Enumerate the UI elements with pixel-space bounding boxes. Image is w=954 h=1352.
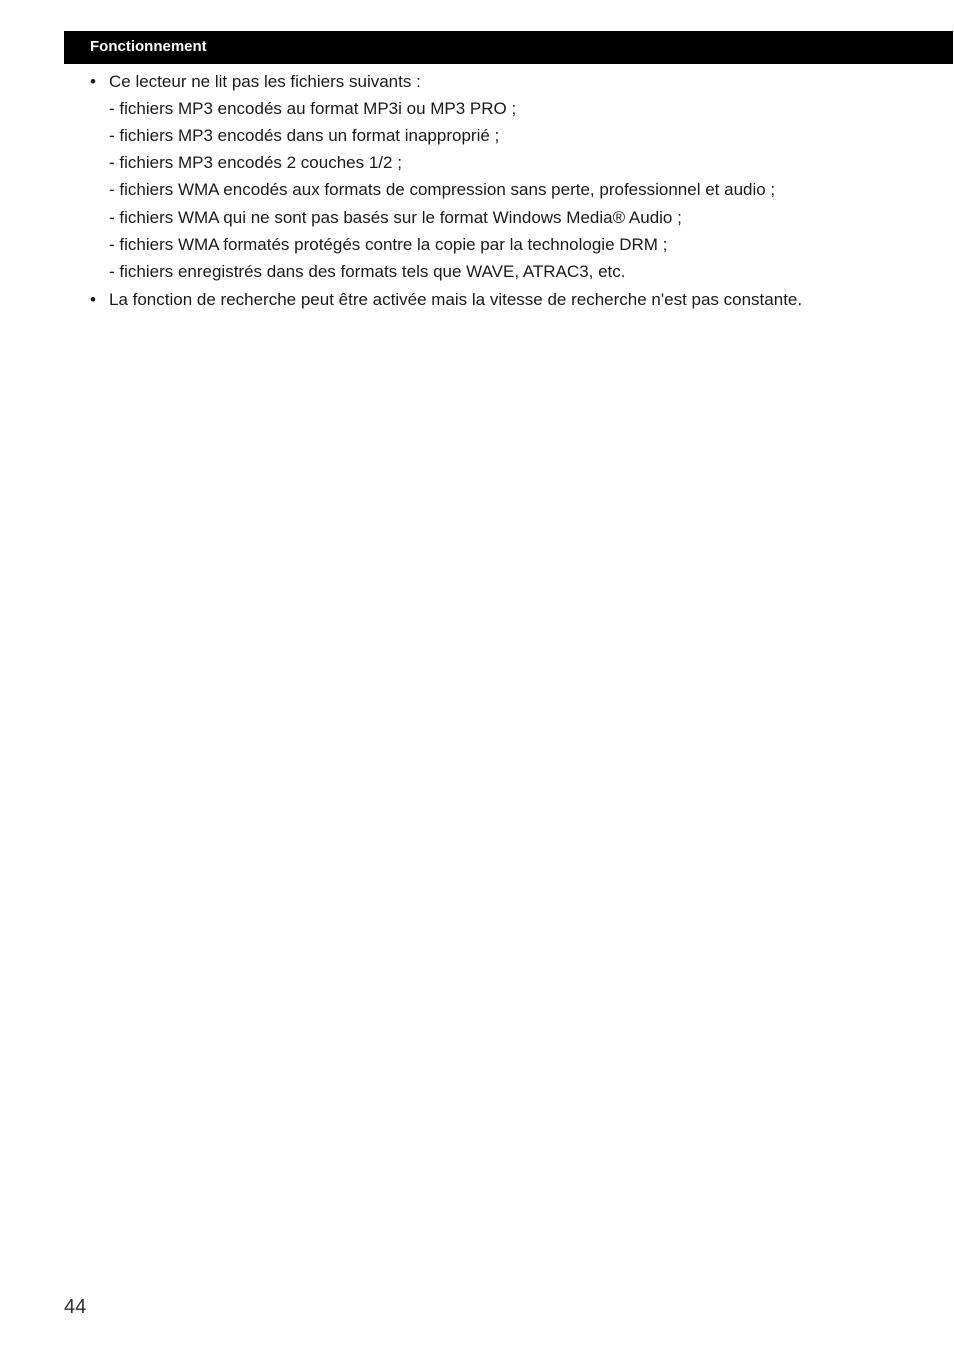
sub-item: - fichiers WMA formatés protégés contre la copie par la technologie DRM ; [109,235,668,254]
bullet-text: La fonction de recherche peut être activée mais la vitesse de recherche n'est pas constante. [109,290,803,309]
sub-item: - fichiers MP3 encodés au format MP3i ou MP3 PRO ; [109,99,517,118]
bullet-icon: • [90,290,96,309]
section-header-bar [64,31,953,64]
sub-item: - fichiers enregistrés dans des formats tels que WAVE, ATRAC3, etc. [109,262,626,281]
bullet-icon: • [90,72,96,91]
sub-item: - fichiers WMA encodés aux formats de compression sans perte, professionnel et audio ; [109,180,776,199]
bullet-text: Ce lecteur ne lit pas les fichiers suivants : [109,72,421,91]
sub-item: - fichiers MP3 encodés dans un format inapproprié ; [109,126,500,145]
sub-item: - fichiers WMA qui ne sont pas basés sur le format Windows Media® Audio ; [109,208,682,227]
section-title: Fonctionnement [90,38,207,55]
page-number: 44 [64,1296,87,1318]
sub-item: - fichiers MP3 encodés 2 couches 1/2 ; [109,153,402,172]
